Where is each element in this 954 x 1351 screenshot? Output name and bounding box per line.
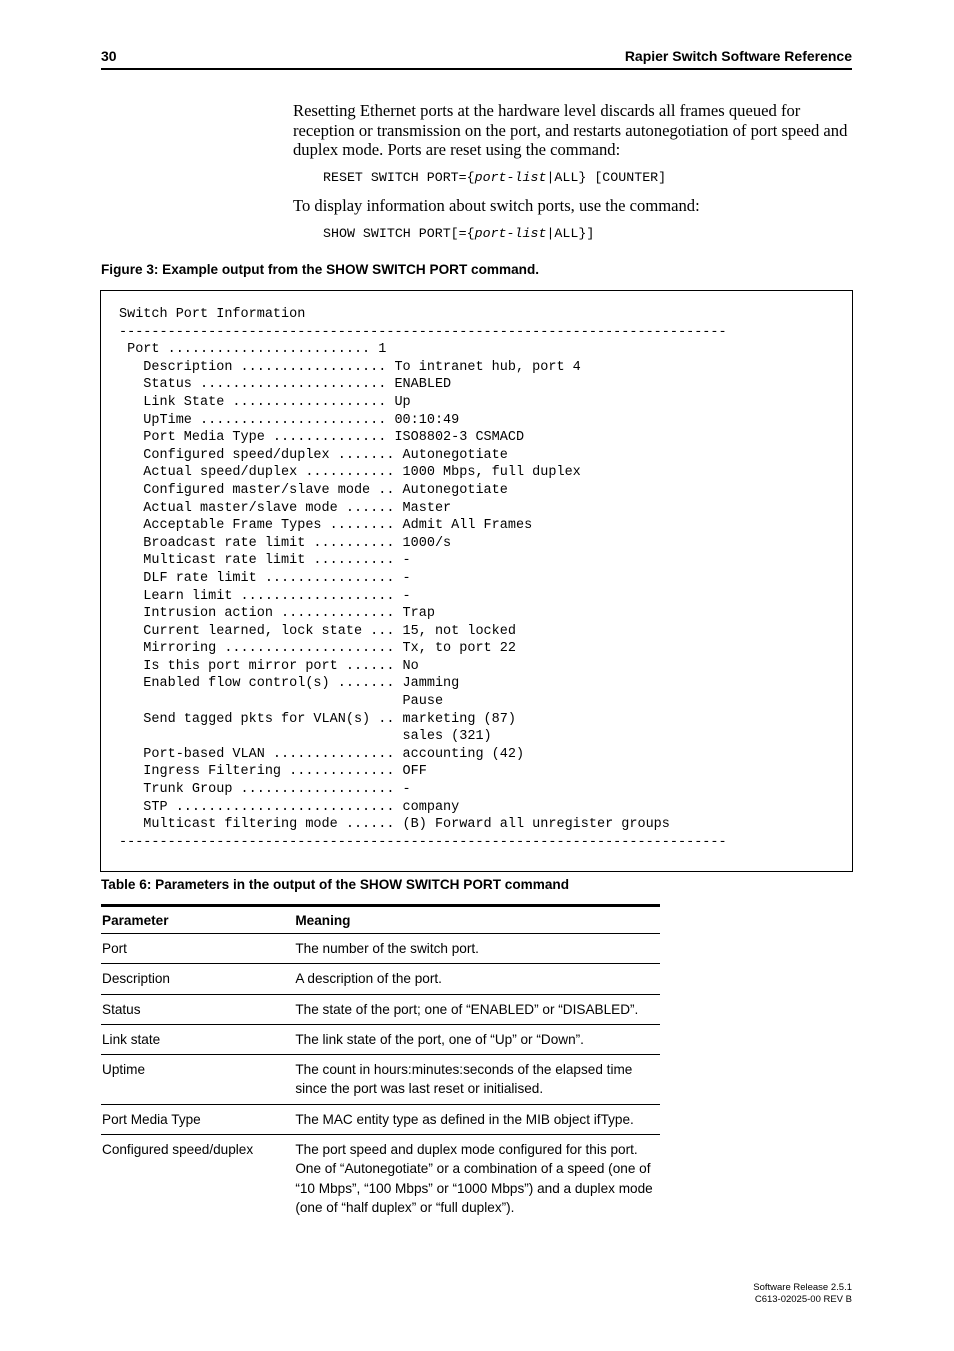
table-row — [101, 1135, 660, 1223]
output-line: sales (321) — [119, 729, 492, 745]
meaning-cell: The link state of the port, one of “Up” or “Down”. — [294, 1024, 660, 1054]
output-line: Switch Port Information — [119, 307, 306, 322]
document-code: C613-02025-00 REV B — [754, 1293, 852, 1305]
reset-command-suffix: |ALL} [COUNTER] — [546, 170, 667, 185]
parameters-table — [101, 904, 660, 1222]
output-line: Port ......................... 1 — [119, 342, 387, 358]
output-line: Intrusion action .............. Trap — [119, 606, 435, 622]
parameter-cell: Link state — [101, 1024, 294, 1054]
output-line: Ingress Filtering ............. OFF — [119, 764, 427, 780]
parameter-cell: Status — [101, 994, 294, 1024]
meaning-cell: A description of the port. — [294, 964, 660, 994]
reset-paragraph: Resetting Ethernet ports at the hardware level discards all frames queued for reception or transmission on the port, and restarts autonegotiation of port speed and duplex mode. Ports are reset using the command: — [293, 101, 848, 159]
table-header-row — [101, 906, 660, 934]
parameter-cell: Port Media Type — [101, 1104, 294, 1134]
output-line: Description .................. To intranet hub, port 4 — [119, 359, 581, 375]
page-footer — [753, 1282, 852, 1305]
output-line: Enabled flow control(s) ....... Jamming — [119, 676, 460, 692]
output-line: Configured speed/duplex ....... Autonegotiate — [119, 447, 508, 463]
show-command-suffix: |ALL}] — [546, 226, 595, 241]
parameter-cell: Description — [101, 964, 294, 994]
reset-command-prefix: RESET SWITCH PORT={ — [323, 170, 475, 185]
table-row — [101, 1024, 660, 1054]
reset-command — [323, 170, 666, 185]
meaning-cell: The count in hours:minutes:seconds of the elapsed time since the port was last reset or initialised. — [294, 1055, 660, 1105]
output-line: Mirroring ..................... Tx, to port 22 — [119, 641, 516, 657]
output-line: Current learned, lock state ... 15, not locked — [119, 623, 516, 639]
output-line: --------------------------------------------------------------------------- — [119, 324, 727, 340]
reset-command-arg: port-list — [474, 170, 547, 185]
output-line: Actual speed/duplex ........... 1000 Mbps, full duplex — [119, 465, 581, 481]
output-line: UpTime ....................... 00:10:49 — [119, 412, 460, 428]
header-parameter: Parameter — [101, 906, 294, 934]
table-row — [101, 1055, 660, 1105]
switch-port-output — [119, 306, 727, 851]
output-line: Port Media Type .............. ISO8802-3 CSMACD — [119, 430, 525, 446]
output-line: Broadcast rate limit .......... 1000/s — [119, 535, 452, 551]
show-command — [323, 226, 594, 241]
output-line: Send tagged pkts for VLAN(s) .. marketing (87) — [119, 711, 516, 727]
meaning-cell: The number of the switch port. — [294, 934, 660, 964]
output-line: Multicast rate limit .......... - — [119, 553, 411, 569]
meaning-cell: The MAC entity type as defined in the MIB object ifType. — [294, 1104, 660, 1134]
show-command-arg: port-list — [474, 226, 547, 241]
page-number: 30 — [101, 48, 117, 64]
output-line: Actual master/slave mode ...... Master — [119, 500, 452, 516]
parameter-cell: Uptime — [101, 1055, 294, 1105]
software-release: Software Release 2.5.1 — [753, 1282, 852, 1293]
output-line: Acceptable Frame Types ........ Admit All Frames — [119, 518, 533, 534]
figure-caption: Figure 3: Example output from the SHOW SWITCH PORT command. — [101, 262, 540, 277]
parameter-cell: Configured speed/duplex — [102, 1142, 254, 1158]
output-line: --------------------------------------------------------------------------- — [119, 834, 727, 850]
output-line: Trunk Group ................... - — [119, 782, 411, 798]
running-title: Rapier Switch Software Reference — [624, 48, 852, 64]
output-line: Pause — [119, 694, 444, 710]
output-line: Status ....................... ENABLED — [119, 377, 452, 393]
output-line: STP ........................... company — [119, 799, 460, 815]
output-line: Link State ................... Up — [119, 394, 411, 410]
output-line: Learn limit ................... - — [119, 588, 411, 604]
output-line: Multicast filtering mode ...... (B) Forward all unregister groups — [119, 817, 670, 833]
table-row — [101, 964, 660, 994]
page-header — [101, 46, 852, 70]
show-command-prefix: SHOW SWITCH PORT[={ — [323, 226, 475, 241]
display-paragraph: To display information about switch ports, use the command: — [293, 196, 700, 215]
meaning-cell: The port speed and duplex mode configured for this port. One of “Autonegotiate” or a combination of a speed (one of “10 Mbps”, “100 Mbps” or “1000 Mbps”) and a duplex mode (one of “half duplex” or “full duplex”). — [295, 1142, 653, 1215]
parameter-cell: Port — [101, 934, 294, 964]
output-line: DLF rate limit ................ - — [119, 570, 411, 586]
output-line: Port-based VLAN ............... accounting (42) — [119, 746, 525, 762]
table-row — [101, 934, 660, 964]
table-caption: Table 6: Parameters in the output of the SHOW SWITCH PORT command — [101, 877, 570, 892]
output-line: Is this port mirror port ...... No — [119, 658, 419, 674]
meaning-cell: The state of the port; one of “ENABLED” or “DISABLED”. — [294, 994, 660, 1024]
output-line: Configured master/slave mode .. Autonegotiate — [119, 482, 508, 498]
header-meaning: Meaning — [294, 906, 660, 934]
table-row — [101, 1104, 660, 1134]
table-row — [101, 994, 660, 1024]
